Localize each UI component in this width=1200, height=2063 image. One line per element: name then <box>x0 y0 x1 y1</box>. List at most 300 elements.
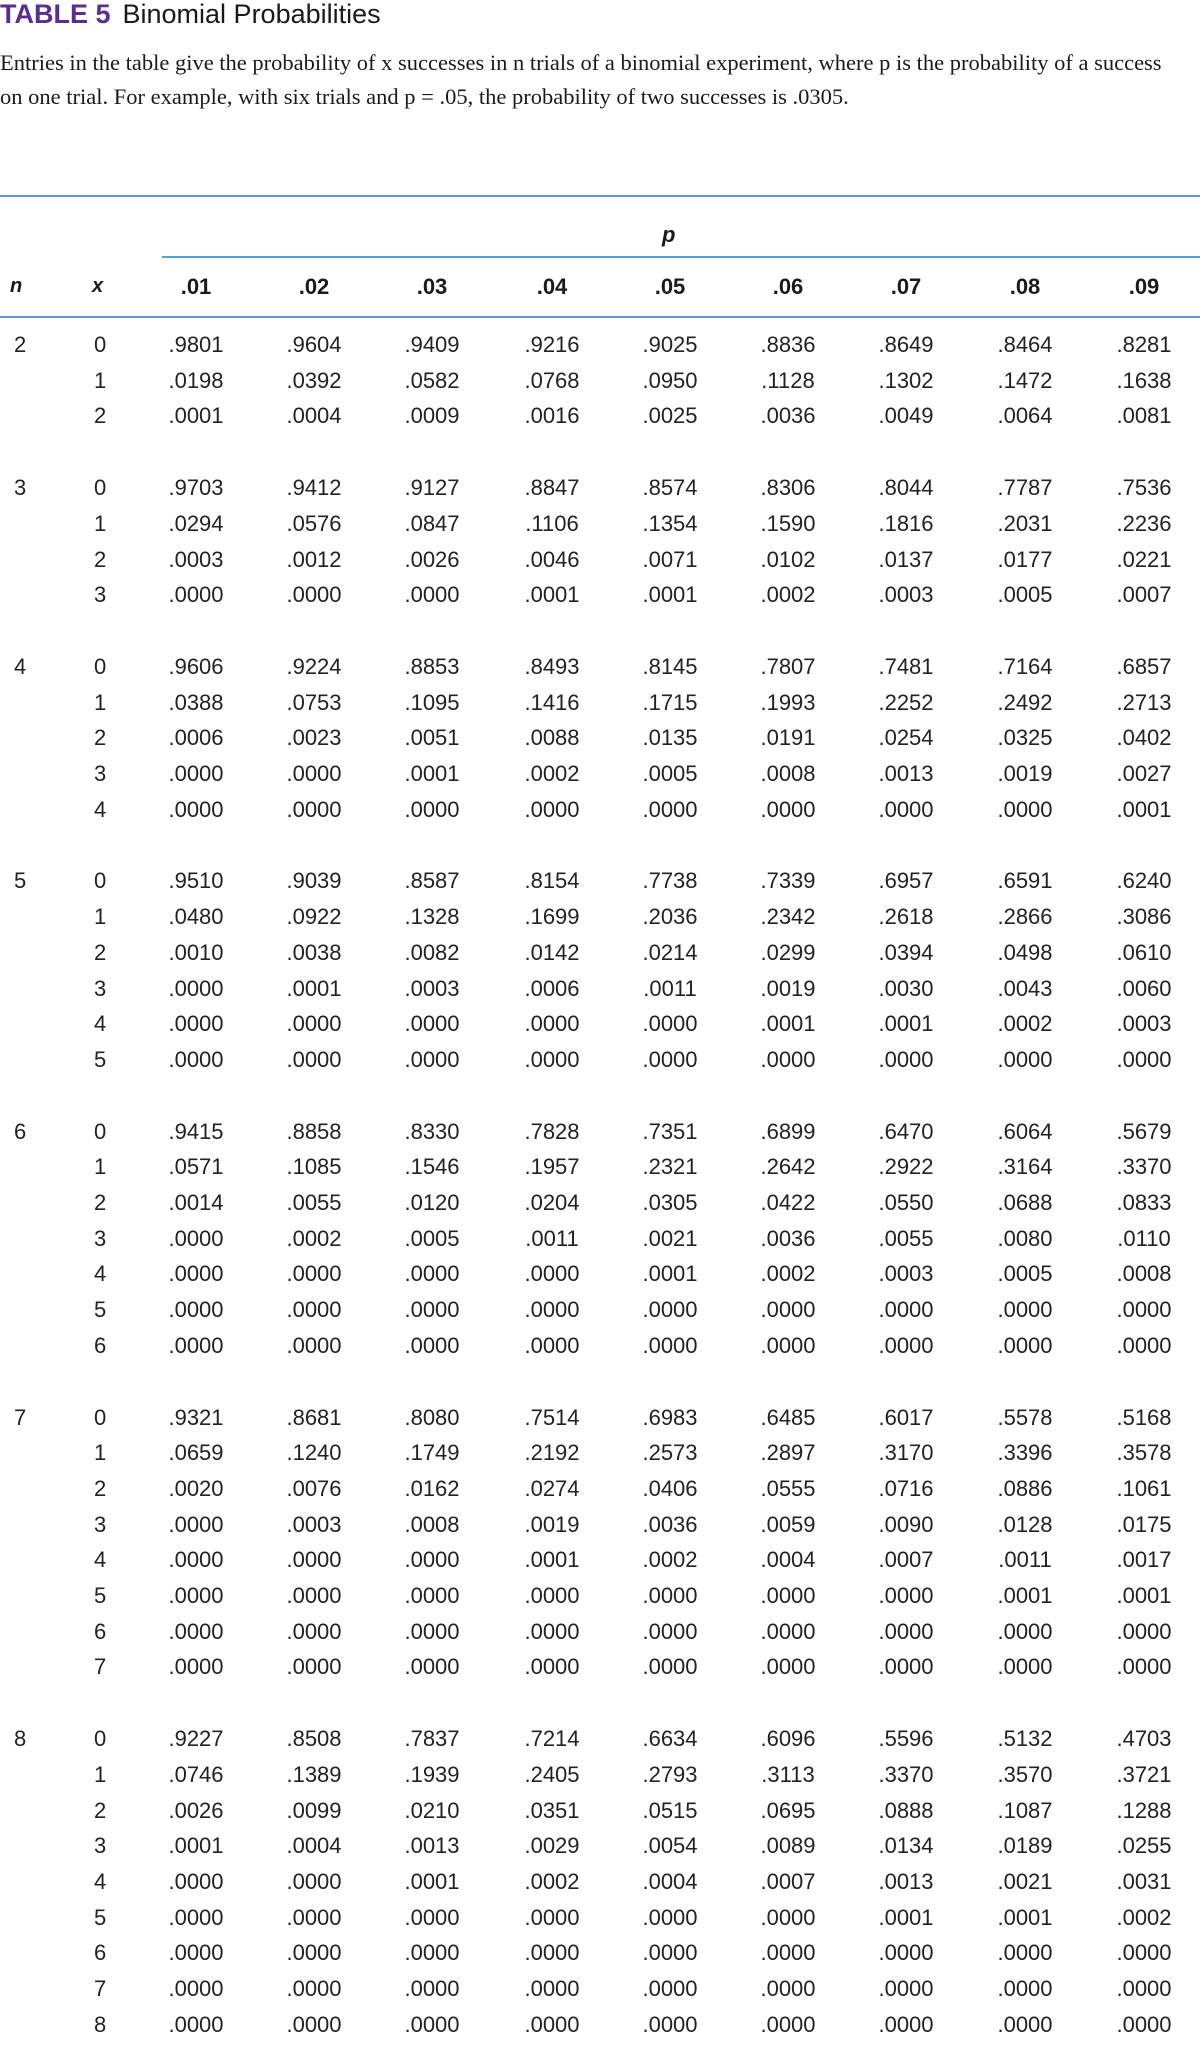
probability-cell: .0659 <box>168 1440 224 1465</box>
probability-cell: .9321 <box>168 1405 224 1430</box>
probability-cell: .0019 <box>524 1512 580 1537</box>
probability-cell: .0013 <box>878 761 934 786</box>
probability-cell: .0001 <box>524 1547 580 1572</box>
p-symbol-header: p <box>662 222 676 247</box>
probability-cell: .0610 <box>1116 940 1172 965</box>
probability-cell: .0001 <box>404 761 460 786</box>
x-value: 1 <box>94 1154 107 1179</box>
x-value: 2 <box>94 940 107 965</box>
probability-cell: .0008 <box>404 1512 460 1537</box>
probability-cell: .0002 <box>1116 1905 1172 1930</box>
probability-cell: .0000 <box>997 1976 1053 2001</box>
probability-cell: .0214 <box>642 940 698 965</box>
probability-cell: .0254 <box>878 725 934 750</box>
probability-cell: .0004 <box>286 403 342 428</box>
probability-cell: .0000 <box>404 1619 460 1644</box>
probability-cell: .9216 <box>524 332 580 357</box>
probability-cell: .0000 <box>286 1869 342 1894</box>
probability-cell: .2192 <box>524 1440 580 1465</box>
probability-cell: .0000 <box>524 2012 580 2037</box>
probability-cell: .6857 <box>1116 654 1172 679</box>
probability-cell: .7481 <box>878 654 934 679</box>
probability-cell: .0055 <box>286 1190 342 1215</box>
probability-cell: .8574 <box>642 475 698 500</box>
probability-cell: .0000 <box>760 2012 816 2037</box>
p-column-header: .03 <box>416 274 448 299</box>
probability-cell: .0000 <box>760 1333 816 1358</box>
probability-cell: .0000 <box>524 1583 580 1608</box>
probability-cell: .0000 <box>404 1940 460 1965</box>
probability-cell: .0012 <box>286 547 342 572</box>
probability-cell: .2321 <box>642 1154 698 1179</box>
p-column-header: .04 <box>536 274 568 299</box>
probability-cell: .0000 <box>524 1297 580 1322</box>
probability-cell: .0000 <box>524 1261 580 1286</box>
p-column-header: .06 <box>772 274 804 299</box>
probability-cell: .0000 <box>404 2012 460 2037</box>
probability-cell: .0498 <box>997 940 1053 965</box>
probability-cell: .0000 <box>168 1011 224 1036</box>
probability-cell: .0001 <box>878 1011 934 1036</box>
probability-cell: .0000 <box>168 797 224 822</box>
probability-cell: .0000 <box>404 1047 460 1072</box>
probability-cell: .0000 <box>1116 1047 1172 1072</box>
probability-cell: .0142 <box>524 940 580 965</box>
probability-cell: .8681 <box>286 1405 342 1430</box>
header-rule <box>0 316 1200 318</box>
probability-cell: .0000 <box>286 1940 342 1965</box>
probability-cell: .0082 <box>404 940 460 965</box>
probability-cell: .0000 <box>997 1940 1053 1965</box>
probability-cell: .0002 <box>760 1261 816 1286</box>
probability-cell: .0003 <box>168 547 224 572</box>
probability-cell: .0002 <box>642 1547 698 1572</box>
probability-cell: .8306 <box>760 475 816 500</box>
x-value: 2 <box>94 547 107 572</box>
probability-cell: .6634 <box>642 1726 698 1751</box>
intro-paragraph: Entries in the table give the probability of x successes in n trials of a binomial experiment, where p is the probability of a success on one trial. For example, with six trials and p = .05, the probability of two successes is .0305. <box>0 50 1162 109</box>
probability-cell: .0120 <box>404 1190 460 1215</box>
probability-cell: .0000 <box>997 2012 1053 2037</box>
probability-cell: .9025 <box>642 332 698 357</box>
probability-cell: .0060 <box>1116 976 1172 1001</box>
probability-cell: .0010 <box>168 940 224 965</box>
probability-cell: .0001 <box>642 582 698 607</box>
x-value: 2 <box>94 725 107 750</box>
probability-cell: .0051 <box>404 725 460 750</box>
x-value: 3 <box>94 1226 107 1251</box>
x-value: 2 <box>94 1190 107 1215</box>
probability-cell: .0003 <box>878 582 934 607</box>
probability-cell: .0006 <box>524 976 580 1001</box>
p-column-header: .05 <box>654 274 686 299</box>
probability-cell: .6983 <box>642 1405 698 1430</box>
probability-cell: .0000 <box>878 1297 934 1322</box>
probability-cell: .1106 <box>525 511 579 536</box>
probability-cell: .8649 <box>878 332 934 357</box>
probability-cell: .0000 <box>760 1976 816 2001</box>
probability-cell: .0001 <box>642 1261 698 1286</box>
probability-cell: .0007 <box>878 1547 934 1572</box>
probability-cell: .0128 <box>997 1512 1053 1537</box>
probability-cell: .0019 <box>997 761 1053 786</box>
probability-cell: .0886 <box>997 1476 1053 1501</box>
probability-cell: .0221 <box>1116 547 1172 572</box>
probability-cell: .3396 <box>997 1440 1053 1465</box>
probability-cell: .7837 <box>404 1726 460 1751</box>
probability-cell: .0000 <box>168 1226 224 1251</box>
n-value: 7 <box>14 1405 27 1430</box>
probability-cell: .0000 <box>404 1297 460 1322</box>
probability-cell: .0026 <box>168 1798 224 1823</box>
probability-cell: .0000 <box>168 1261 224 1286</box>
probability-cell: .0000 <box>168 1512 224 1537</box>
x-value: 0 <box>94 654 107 679</box>
probability-cell: .0000 <box>878 1619 934 1644</box>
probability-cell: .1939 <box>404 1762 460 1787</box>
probability-cell: .0036 <box>760 403 816 428</box>
probability-cell: .2236 <box>1116 511 1172 536</box>
probability-cell: .0000 <box>642 1333 698 1358</box>
probability-cell: .0000 <box>642 1583 698 1608</box>
probability-cell: .0016 <box>524 403 580 428</box>
probability-cell: .5132 <box>997 1726 1053 1751</box>
probability-cell: .9703 <box>168 475 224 500</box>
probability-cell: .0299 <box>760 940 816 965</box>
x-value: 7 <box>94 1654 107 1679</box>
probability-cell: .6096 <box>760 1726 816 1751</box>
probability-cell: .0394 <box>878 940 934 965</box>
probability-cell: .6899 <box>760 1119 816 1144</box>
probability-cell: .2036 <box>642 904 698 929</box>
probability-cell: .0695 <box>760 1798 816 1823</box>
probability-cell: .0000 <box>286 1297 342 1322</box>
probability-cell: .0000 <box>642 1976 698 2001</box>
probability-cell: .0005 <box>997 1261 1053 1286</box>
probability-cell: .0000 <box>168 2012 224 2037</box>
probability-cell: .0000 <box>878 2012 934 2037</box>
probability-cell: .1749 <box>404 1440 460 1465</box>
probability-cell: .0000 <box>168 976 224 1001</box>
probability-cell: .7787 <box>997 475 1053 500</box>
probability-cell: .0255 <box>1116 1833 1172 1858</box>
x-value: 1 <box>94 1440 107 1465</box>
probability-cell: .3170 <box>878 1440 934 1465</box>
probability-cell: .0043 <box>997 976 1053 1001</box>
probability-cell: .0000 <box>286 1333 342 1358</box>
probability-cell: .0080 <box>997 1226 1053 1251</box>
probability-cell: .9415 <box>168 1119 224 1144</box>
probability-cell: .9409 <box>404 332 460 357</box>
probability-cell: .1328 <box>404 904 460 929</box>
probability-cell: .8853 <box>404 654 460 679</box>
probability-cell: .0046 <box>524 547 580 572</box>
probability-cell: .1087 <box>997 1798 1053 1823</box>
probability-cell: .0030 <box>878 976 934 1001</box>
probability-cell: .2642 <box>760 1154 816 1179</box>
top-rule <box>0 195 1200 197</box>
probability-cell: .9606 <box>168 654 224 679</box>
probability-cell: .0000 <box>524 797 580 822</box>
probability-cell: .0008 <box>1116 1261 1172 1286</box>
probability-cell: .0001 <box>524 582 580 607</box>
probability-cell: .0014 <box>168 1190 224 1215</box>
x-value: 2 <box>94 1798 107 1823</box>
probability-cell: .0000 <box>286 761 342 786</box>
x-value: 3 <box>94 1512 107 1537</box>
probability-cell: .0002 <box>760 582 816 607</box>
probability-cell: .8145 <box>642 654 698 679</box>
probability-cell: .0001 <box>1116 797 1172 822</box>
x-value: 1 <box>94 690 107 715</box>
probability-cell: .6017 <box>878 1405 934 1430</box>
probability-cell: .0088 <box>524 725 580 750</box>
probability-cell: .0305 <box>642 1190 698 1215</box>
probability-cell: .8044 <box>878 475 934 500</box>
probability-cell: .0000 <box>286 797 342 822</box>
probability-cell: .1546 <box>404 1154 460 1179</box>
probability-cell: .9127 <box>404 475 460 500</box>
probability-cell: .9604 <box>286 332 342 357</box>
p-column-header: .01 <box>180 274 212 299</box>
probability-cell: .0005 <box>404 1226 460 1251</box>
probability-cell: .0000 <box>760 1940 816 1965</box>
probability-cell: .0000 <box>286 1047 342 1072</box>
probability-cell: .0000 <box>286 1547 342 1572</box>
probability-cell: .0000 <box>1116 1333 1172 1358</box>
probability-cell: .0402 <box>1116 725 1172 750</box>
probability-cell: .2342 <box>760 904 816 929</box>
probability-cell: .9039 <box>286 868 342 893</box>
probability-cell: .0026 <box>404 547 460 572</box>
probability-cell: .0099 <box>286 1798 342 1823</box>
probability-cell: .0000 <box>760 1583 816 1608</box>
probability-cell: .0081 <box>1116 403 1172 428</box>
probability-cell: .0274 <box>524 1476 580 1501</box>
x-value: 5 <box>94 1047 107 1072</box>
probability-cell: .0000 <box>997 1297 1053 1322</box>
x-value: 4 <box>94 1011 107 1036</box>
table-title-text: Binomial Probabilities <box>122 0 381 29</box>
probability-cell: .2618 <box>878 904 934 929</box>
probability-cell: .4703 <box>1116 1726 1172 1751</box>
probability-cell: .6485 <box>760 1405 816 1430</box>
probability-cell: .1389 <box>286 1762 342 1787</box>
probability-cell: .7164 <box>997 654 1053 679</box>
probability-cell: .0000 <box>642 1654 698 1679</box>
x-value: 0 <box>94 475 107 500</box>
probability-cell: .0000 <box>878 1654 934 1679</box>
probability-cell: .1240 <box>286 1440 342 1465</box>
probability-cell: .2897 <box>760 1440 816 1465</box>
probability-cell: .0204 <box>524 1190 580 1215</box>
x-value: 8 <box>94 2012 107 2037</box>
probability-cell: .1957 <box>524 1154 580 1179</box>
probability-cell: .2492 <box>997 690 1053 715</box>
probability-cell: .0000 <box>168 1976 224 2001</box>
probability-cell: .0002 <box>524 1869 580 1894</box>
probability-cell: .0000 <box>404 1011 460 1036</box>
probability-cell: .2713 <box>1116 690 1172 715</box>
x-value: 1 <box>94 1762 107 1787</box>
probability-cell: .0001 <box>760 1011 816 1036</box>
probability-cell: .0000 <box>878 1940 934 1965</box>
x-value: 4 <box>94 1869 107 1894</box>
probability-cell: .0175 <box>1116 1512 1172 1537</box>
x-value: 5 <box>94 1583 107 1608</box>
probability-cell: .7514 <box>524 1405 580 1430</box>
probability-cell: .0555 <box>760 1476 816 1501</box>
probability-cell: .1993 <box>760 690 816 715</box>
x-value: 3 <box>94 976 107 1001</box>
probability-cell: .0001 <box>997 1583 1053 1608</box>
probability-cell: .0576 <box>286 511 342 536</box>
probability-cell: .3721 <box>1116 1762 1172 1787</box>
probability-cell: .0191 <box>760 725 816 750</box>
probability-cell: .0021 <box>997 1869 1053 1894</box>
probability-cell: .9412 <box>286 475 342 500</box>
x-value: 3 <box>94 582 107 607</box>
probability-cell: .2793 <box>642 1762 698 1787</box>
probability-cell: .0847 <box>404 511 460 536</box>
probability-cell: .0000 <box>168 1654 224 1679</box>
probability-cell: .8330 <box>404 1119 460 1144</box>
x-value: 7 <box>94 1976 107 2001</box>
probability-cell: .0000 <box>524 1333 580 1358</box>
probability-cell: .0000 <box>878 1583 934 1608</box>
probability-cell: .1095 <box>404 690 460 715</box>
probability-cell: .8493 <box>524 654 580 679</box>
x-value: 5 <box>94 1905 107 1930</box>
x-value: 6 <box>94 1940 107 1965</box>
probability-cell: .0000 <box>286 1654 342 1679</box>
probability-cell: .0007 <box>1116 582 1172 607</box>
probability-cell: .0746 <box>168 1762 224 1787</box>
probability-cell: .0480 <box>168 904 224 929</box>
probability-cell: .1472 <box>997 368 1053 393</box>
x-value: 3 <box>94 761 107 786</box>
probability-cell: .2031 <box>997 511 1053 536</box>
probability-cell: .1085 <box>286 1154 342 1179</box>
probability-cell: .0000 <box>878 1333 934 1358</box>
probability-cell: .0000 <box>168 1940 224 1965</box>
probability-cell: .0013 <box>878 1869 934 1894</box>
probability-cell: .0550 <box>878 1190 934 1215</box>
probability-cell: .0000 <box>404 1261 460 1286</box>
probability-cell: .5596 <box>878 1726 934 1751</box>
probability-cell: .0000 <box>168 1047 224 1072</box>
probability-cell: .0000 <box>642 1011 698 1036</box>
probability-cell: .0054 <box>642 1833 698 1858</box>
probability-cell: .0000 <box>642 1940 698 1965</box>
probability-cell: .0001 <box>168 1833 224 1858</box>
probability-cell: .0000 <box>760 1297 816 1322</box>
probability-cell: .0011 <box>525 1226 579 1251</box>
probability-cell: .0005 <box>997 582 1053 607</box>
x-value: 2 <box>94 403 107 428</box>
probability-cell: .0000 <box>168 1297 224 1322</box>
probability-cell: .0008 <box>760 761 816 786</box>
probability-cell: .2252 <box>878 690 934 715</box>
probability-cell: .0000 <box>997 1619 1053 1644</box>
probability-cell: .7351 <box>642 1119 698 1144</box>
n-value: 4 <box>14 654 27 679</box>
probability-cell: .9224 <box>286 654 342 679</box>
probability-cell: .8847 <box>524 475 580 500</box>
probability-cell: .0049 <box>878 403 934 428</box>
probability-cell: .8080 <box>404 1405 460 1430</box>
probability-cell: .2573 <box>642 1440 698 1465</box>
probability-cell: .0031 <box>1116 1869 1172 1894</box>
n-value: 5 <box>14 868 27 893</box>
probability-cell: .0017 <box>1116 1547 1172 1572</box>
probability-cell: .0137 <box>878 547 934 572</box>
probability-cell: .0000 <box>404 1547 460 1572</box>
p-column-header: .08 <box>1009 274 1041 299</box>
probability-cell: .8858 <box>286 1119 342 1144</box>
probability-cell: .0000 <box>168 1619 224 1644</box>
probability-cell: .0002 <box>286 1226 342 1251</box>
probability-cell: .0000 <box>524 1940 580 1965</box>
probability-cell: .0000 <box>1116 1297 1172 1322</box>
probability-cell: .0000 <box>286 1261 342 1286</box>
probability-cell: .7339 <box>760 868 816 893</box>
p-column-header: .02 <box>298 274 330 299</box>
x-value: 4 <box>94 797 107 822</box>
probability-cell: .1302 <box>878 368 934 393</box>
probability-cell: .0294 <box>168 511 224 536</box>
probability-cell: .7807 <box>760 654 816 679</box>
probability-cell: .3113 <box>761 1762 815 1787</box>
probability-cell: .0582 <box>404 368 460 393</box>
probability-cell: .0422 <box>760 1190 816 1215</box>
probability-cell: .0000 <box>642 1905 698 1930</box>
probability-cell: .0515 <box>642 1798 698 1823</box>
probability-cell: .9510 <box>168 868 224 893</box>
probability-cell: .0001 <box>997 1905 1053 1930</box>
probability-cell: .0000 <box>1116 1619 1172 1644</box>
probability-cell: .2866 <box>997 904 1053 929</box>
probability-cell: .0388 <box>168 690 224 715</box>
probability-cell: .0036 <box>760 1226 816 1251</box>
probability-cell: .0688 <box>997 1190 1053 1215</box>
probability-cell: .0000 <box>642 1297 698 1322</box>
probability-cell: .7828 <box>524 1119 580 1144</box>
probability-cell: .6240 <box>1116 868 1172 893</box>
probability-cell: .0000 <box>1116 1654 1172 1679</box>
probability-cell: .0000 <box>404 1583 460 1608</box>
probability-cell: .0000 <box>760 1047 816 1072</box>
probability-cell: .3370 <box>878 1762 934 1787</box>
probability-cell: .0000 <box>1116 1976 1172 2001</box>
probability-cell: .0000 <box>404 1976 460 2001</box>
probability-cell: .3370 <box>1116 1154 1172 1179</box>
probability-cell: .2405 <box>524 1762 580 1787</box>
n-column-header: n <box>10 275 23 297</box>
probability-cell: .0000 <box>642 1047 698 1072</box>
probability-cell: .0000 <box>404 797 460 822</box>
probability-cell: .0392 <box>286 368 342 393</box>
x-value: 6 <box>94 1619 107 1644</box>
probability-cell: .0162 <box>404 1476 460 1501</box>
probability-cell: .0003 <box>404 976 460 1001</box>
probability-cell: .0029 <box>524 1833 580 1858</box>
probability-cell: .0000 <box>168 761 224 786</box>
x-value: 0 <box>94 1726 107 1751</box>
probability-cell: .0002 <box>524 761 580 786</box>
probability-cell: .0135 <box>642 725 698 750</box>
probability-cell: .0000 <box>286 582 342 607</box>
